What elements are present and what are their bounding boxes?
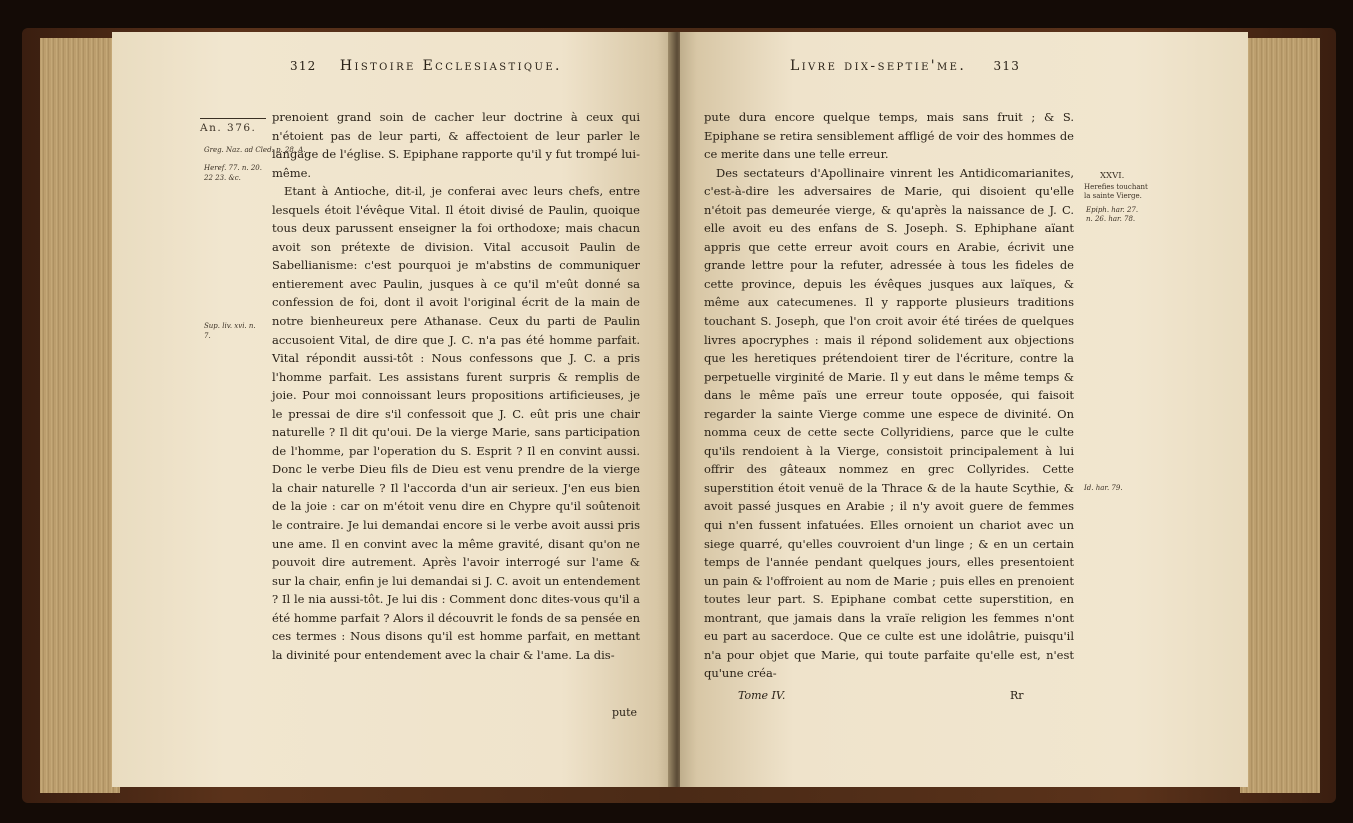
left-running-title: Histoire Ecclesiastique.	[339, 58, 562, 74]
margin-ref: Heref. 77. n. 20.	[204, 164, 262, 172]
volume-label: Tome IV.	[738, 689, 786, 702]
margin-ref: n. 26. har. 78.	[1086, 215, 1136, 223]
margin-label: la sainte Vierge.	[1084, 192, 1142, 200]
page-edges-right	[1240, 38, 1320, 793]
left-page-number: 312	[290, 59, 317, 73]
paragraph: prenoient grand soin de cacher leur doctrine à ceux qui n'étoient pas de leur parti, & affectoient de leur parler le langage de l'église. S. Epiphane rapporte qu'il y fut trompé lui-même.	[272, 110, 640, 180]
margin-section-number: XXVI.	[1100, 171, 1125, 181]
signature-mark: Rr	[1010, 689, 1024, 702]
margin-ref: Epiph. har. 27.	[1086, 206, 1139, 214]
paragraph: pute dura encore quelque temps, mais sans fruit ; & S. Epiphane se retira sensiblement affligé de voir des hommes de ce merite dans une telle erreur.	[704, 110, 1074, 162]
catchword: pute	[612, 706, 638, 719]
paragraph: Des sectateurs d'Apollinaire vinrent les Antidicomarianites, c'est-à-dire les adversaires de Marie, qui disoient qu'elle n'étoit pas demeurée vierge, & qu'après la naissance de J. C. elle avoit eu des enfans de S. Joseph. S. Ephiphane aïant appris que cette erreur avoit cours en Arabie, écrivit une grande lettre pour la refuter, adressée à tous les fideles de cette province, depuis les évêques jusques aux laïques, & même aux catecumenes. Il y rapporte plusieurs traditions touchant S. Joseph, que l'on croit avoir été tirées de quelques livres apocryphes : mais il répond solidement aux objections que les heretiques prétendoient tirer de l'écriture, contre la perpetuelle virginité de Marie. Il y eut dans le même temps & dans le même païs une erreur toute opposée, qui faisoit regarder la sainte Vierge comme une espece de divinité. On nomma ceux de cette secte Collyridiens, parce que le culte qu'ils rendoient à la Vierge, consistoit principalement à lui offrir des gâteaux nommez en grec Collyrides. Cette superstition étoit venuë de la Thrace & de la haute Scythie, & avoit passé jusques en Arabie ; il n'y avoit guere de femmes qui n'en fussent infatuées. Elles ornoient un chariot avec un siege quarré, qu'elles couvroient d'un linge ; & en un certain temps de l'année pendant quelques jours, elles presentoient un pain & l'offroient au nom de Marie ; puis elles en prenoient toutes leur part. S. Epiphane combat cette superstition, en montrant, que jamais dans la vraïe religion les femmes n'ont eu part au sacerdoce. Que ce culte est une idolâtrie, puisqu'il n'a pour objet que Marie, qui toute parfaite qu'elle est, n'est qu'une créa-	[704, 165, 1074, 681]
margin-ref: Id. har. 79.	[1084, 484, 1123, 492]
page-edges-left	[40, 38, 120, 793]
right-running-title: Livre dix-septie'me.	[790, 58, 967, 74]
right-body-text	[704, 108, 1074, 683]
right-running-head	[790, 58, 1020, 74]
left-body-text	[272, 108, 640, 664]
margin-ref: Greg. Naz. ad Cled. p. 28. A.	[204, 146, 306, 154]
margin-year: An. 376.	[200, 122, 257, 134]
margin-rule	[200, 118, 266, 119]
margin-ref: Sup. liv. xvi. n.	[204, 322, 256, 330]
margin-ref: 22 23. &c.	[204, 174, 241, 182]
paragraph: Etant à Antioche, dit-il, je conferai avec leurs chefs, entre lesquels étoit l'évêque Vital. Il étoit divisé de Paulin, quoique tous deux parussent enseigner la foi orthodoxe; mais chacun avoit son prétexte de division. Vital accusoit Paulin de Sabellianisme: c'est pourquoi je m'abstins de communiquer entierement avec Paulin, jusques à ce qu'il m'eût donné sa confession de foi, dont il avoit l'original écrit de la main de notre bienheureux pere Athanase. Ceux du parti de Paulin accusoient Vital, de dire que J. C. n'a pas été homme parfait. Vital répondit aussi-tôt : Nous confessons que J. C. a pris l'homme parfait. Les assistans furent surpris & remplis de joie. Pour moi connoissant leurs propositions artificieuses, je le pressai de dire s'il confessoit que J. C. eût pris une chair naturelle ? Il dit qu'oui. De la vierge Marie, sans participation de l'homme, par l'operation du S. Esprit ? Il en convint aussi. Donc le verbe Dieu fils de Dieu est venu prendre de la vierge la chair naturelle ? Il l'accorda d'un air serieux. J'en eus bien de la joie : car on m'étoit venu dire en Chypre qu'il soûtenoit le contraire. Je lui demandai encore si le verbe avoit aussi pris une ame. Il en convint avec la même gravité, disant qu'on ne pouvoit dire autrement. Après l'avoir interrogé sur l'ame & sur la chair, enfin je lui demandai si J. C. avoit un entendement ? Il le nia aussi-tôt. Je lui dis : Comment donc dites-vous qu'il a été homme parfait ? Alors il découvrit le fonds de sa pensée en ces termes : Nous disons qu'il est homme parfait, en mettant la divinité pour entendement avec la chair & l'ame. La dis-	[272, 184, 640, 662]
right-page-number: 313	[993, 59, 1021, 73]
margin-label: Herefies touchant	[1084, 183, 1148, 191]
left-running-head	[290, 58, 562, 74]
margin-ref: 7.	[204, 332, 211, 340]
